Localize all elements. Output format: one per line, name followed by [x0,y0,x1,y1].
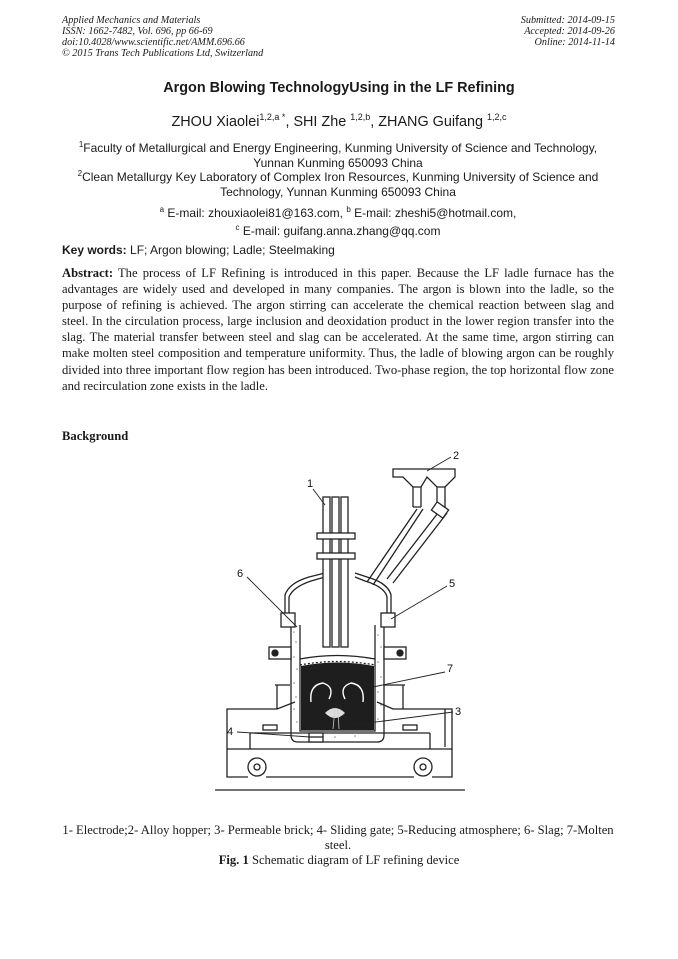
label-5: 5 [449,578,456,590]
journal-doi: doi:10.4028/www.scientific.net/AMM.696.66 [62,37,245,48]
figure-caption [0,853,678,868]
alloy-hopper [367,469,455,585]
journal-issn: ISSN: 1662-7482, Vol. 696, pp 66-69 [62,26,213,37]
date-submitted: Submitted: 2014-09-15 [520,15,615,26]
author-sup: 1,2,c [487,112,507,122]
figure-caption-text: Schematic diagram of LF refining device [251,853,460,867]
label-7: 7 [447,663,454,675]
date-accepted: Accepted: 2014-09-26 [524,26,615,37]
paper-title: Argon Blowing TechnologyUsing in the LF Refining [163,80,515,96]
abstract-label: Abstract: [62,266,114,280]
label-6: 6 [237,568,244,580]
affiliation-1 [62,138,614,170]
journal-name: Applied Mechanics and Materials [62,15,201,26]
email-sup: b [346,205,351,214]
keywords-text: LF; Argon blowing; Ladle; Steelmaking [130,243,335,257]
journal-header-right [521,15,615,48]
label-2: 2 [453,450,460,462]
author-sup: 1,2,b [350,112,371,122]
affiliation-text: Faculty of Metallurgical and Energy Engineering, Kunming University of Science and Technology, Yunnan Kunming 650093 China [83,141,598,170]
email-c: E-mail: guifang.anna.zhang@qq.com [242,223,441,238]
figure-label: Fig. 1 [218,853,249,867]
label-1: 1 [307,478,314,490]
figure-legend: 1- Electrode;2- Alloy hopper; 3- Permeable brick; 4- Sliding gate; 5-Reducing atmosphere; 6- Slag; 7-Molten steel. [62,823,614,852]
date-online: Online: 2014-11-14 [534,37,615,48]
email-a: E-mail: zhouxiaolei81@163.com, [167,206,344,220]
electrodes [317,497,355,647]
author-emails [62,203,614,238]
lf-refining-device-diagram [205,447,475,797]
email-sup: c [235,222,240,232]
author-list: ZHOU Xiaolei$^{1,2,a *}$, SHI Zhe $^{1,2,b}$, ZHANG Guifang $^{1,2,c}$ [171,112,507,130]
section-heading: Background [62,429,129,443]
affiliation-sup: 2 [77,169,83,178]
email-b: E-mail: zheshi5@hotmail.com, [354,206,517,220]
author-name: ZHANG Guifang [378,113,484,130]
sliding-gate [309,733,323,742]
keywords [62,243,335,257]
email-sup: a [159,205,165,214]
abstract [62,265,614,394]
journal-copyright: © 2015 Trans Tech Publications Ltd, Switzerland [62,48,264,59]
abstract-text: The process of LF Refining is introduced in this paper. Because the LF ladle furnace has the advantages are widely used and developed in many companies. The argon is blown into the ladle, so the purpose of refining is achieved. The argon stirring can accelerate the chemical reaction between slag and steel. In the circulation process, large inclusion and deoxidation product in the lower region transfer into the slag. The material transfer between steel and slag can be accelerated. At the same time, argon stirring can make molten steel composition and temperature uniformity. Thus, the ladle of blowing argon can be roughly divided into three important flow region has been introduced. Two-phase region, the top horizontal flow zone and recirculation zone exists in the ladle. [62,266,614,393]
keywords-label: Key words: [62,243,127,257]
affiliation-2 [62,167,614,199]
author-name: SHI Zhe [293,113,347,130]
wheel [248,758,266,776]
affiliation-sup: 1 [78,140,84,149]
affiliation-text: Clean Metallurgy Key Laboratory of Complex Iron Resources, Kunming University of Science and Technology, Yunnan Kunming 650093 China [82,170,599,199]
wheel [414,758,432,776]
label-3: 3 [455,706,462,718]
author-sup: 1,2,a * [259,112,286,122]
label-4: 4 [227,726,234,738]
molten-steel [301,663,374,731]
journal-header-left [62,15,263,59]
author-name: ZHOU Xiaolei [171,113,260,130]
